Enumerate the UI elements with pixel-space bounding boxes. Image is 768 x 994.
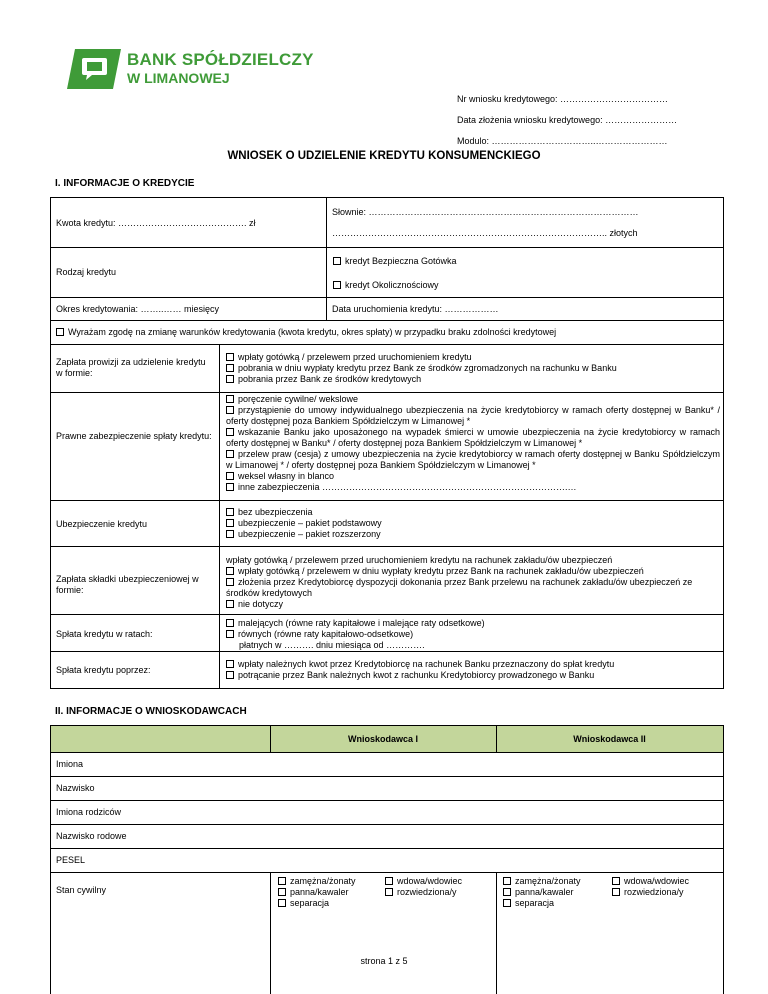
installment-option[interactable]: równych (równe raty kapitałowo-odsetkowe) — [226, 629, 720, 640]
checkbox[interactable] — [56, 328, 64, 336]
insurance-option[interactable]: ubezpieczenie – pakiet rozszerzony — [226, 529, 720, 540]
row-marital-status: Stan cywilny — [56, 885, 107, 895]
checkbox[interactable] — [226, 600, 234, 608]
checkbox[interactable] — [226, 508, 234, 516]
checkbox[interactable] — [333, 257, 341, 265]
row-parents-names: Imiona rodziców — [56, 807, 122, 817]
checkbox[interactable] — [226, 660, 234, 668]
security-option[interactable]: wskazanie Banku jako uposażonego na wypadek śmierci w umowie ubezpieczenia na życie kredytobiorcy w ramach oferty dostępnej w Banku* / oferty dostępnej poza Bankiem Spółdzielczym w Limanowej * — [226, 427, 720, 448]
consent-checkbox-row[interactable]: Wyrażam zgodę na zmianę warunków kredytowania (kwota kredytu, okres spłaty) w przypadku braku zdolności kredytowej — [56, 327, 556, 338]
repayment-option[interactable]: potrącanie przez Bank należnych kwot z rachunku Kredytobiorcy prowadzonego w Banku — [226, 670, 720, 681]
security-options — [226, 394, 720, 493]
checkbox[interactable] — [226, 375, 234, 383]
premium-option[interactable]: wpłaty gotówką / przelewem w dniu wypłaty kredytu przez Bank na rachunek zakładu/ów ubezpieczeń — [226, 566, 720, 577]
security-option[interactable]: poręczenie cywilne/ wekslowe — [226, 394, 720, 405]
credit-type-label: Rodzaj kredytu — [56, 267, 117, 277]
checkbox[interactable] — [385, 877, 393, 885]
marital-option[interactable]: zamężna/żonaty — [278, 876, 356, 887]
checkbox[interactable] — [226, 671, 234, 679]
credit-start-date-field[interactable]: Data uruchomienia kredytu: ……………… — [332, 304, 499, 314]
commission-option[interactable]: wpłaty gotówką / przelewem przed uruchomieniem kredytu — [226, 352, 720, 363]
repayment-label: Spłata kredytu poprzez: — [56, 665, 151, 675]
security-option[interactable]: przelew praw (cesja) z umowy ubezpieczenia na życie kredytobiorcy w ramach oferty dostępnej w Banku Spółdzielczym w Limanowej * / oferty dostępnej poza Bankiem Spółdzielczym w Limanowej * — [226, 449, 720, 470]
insurance-label: Ubezpieczenie kredytu — [56, 519, 148, 529]
premium-label: Zapłata składki ubezpieczeniowej w formie: — [56, 574, 199, 595]
row-maiden-name: Nazwisko rodowe — [56, 831, 127, 841]
row-pesel: PESEL — [56, 855, 86, 865]
insurance-option[interactable]: bez ubezpieczenia — [226, 507, 720, 518]
installments-label: Spłata kredytu w ratach: — [56, 629, 153, 639]
option-bezpieczna-gotowka[interactable]: kredyt Bezpieczna Gotówka — [333, 256, 457, 267]
logo-bank-name: BANK SPÓŁDZIELCZY — [127, 50, 314, 69]
commission-options — [226, 352, 720, 385]
row-surname: Nazwisko — [56, 783, 95, 793]
premium-option[interactable]: złożenia przez Kredytobiorcę dyspozycji dokonania przez Bank przelewu na rachunek zakładu/ów ubezpieczeń ze środków kredytowych — [226, 577, 693, 598]
column-applicant-1: Wnioskodawca I — [347, 734, 418, 744]
checkbox[interactable] — [226, 395, 234, 403]
checkbox[interactable] — [226, 450, 234, 458]
marital-option[interactable]: panna/kawaler — [278, 887, 356, 898]
checkbox[interactable] — [278, 877, 286, 885]
commission-option[interactable]: pobrania w dniu wypłaty kredytu przez Bank ze środków zgromadzonych na rachunku w Banku — [226, 363, 720, 374]
security-option[interactable]: weksel własny in blanco — [226, 471, 720, 482]
section-2-heading: II. INFORMACJE O WNIOSKODAWCACH — [55, 706, 247, 717]
checkbox[interactable] — [226, 472, 234, 480]
premium-option[interactable]: nie dotyczy — [226, 599, 720, 610]
checkbox[interactable] — [503, 888, 511, 896]
credit-period-field[interactable]: Okres kredytowania: ……..…… miesięcy — [56, 304, 220, 314]
application-number-field[interactable]: Nr wniosku kredytowego: ……………………………… — [457, 94, 669, 104]
section-1-heading: I. INFORMACJE O KREDYCIE — [55, 178, 195, 189]
marital-option[interactable]: separacja — [278, 898, 356, 909]
checkbox[interactable] — [226, 619, 234, 627]
applicant-1-marital-right — [385, 876, 462, 898]
checkbox[interactable] — [226, 364, 234, 372]
checkbox[interactable] — [503, 899, 511, 907]
amount-in-words-line-2[interactable]: ……………………………………………………………………………….. złotych — [332, 228, 638, 238]
repayment-option[interactable]: wpłaty należnych kwot przez Kredytobiorcę na rachunek Banku przeznaczony do spłat kredytu — [226, 659, 720, 670]
marital-option[interactable]: wdowa/wdowiec — [612, 876, 689, 887]
applicant-1-marital-left — [278, 876, 356, 909]
installments-day-field[interactable]: płatnych w ………. dniu miesiąca od …………. — [239, 640, 425, 650]
premium-options — [226, 555, 720, 610]
repayment-options — [226, 659, 720, 681]
marital-option[interactable]: panna/kawaler — [503, 887, 581, 898]
option-okolicznosciowy[interactable]: kredyt Okolicznościowy — [333, 280, 439, 291]
checkbox[interactable] — [333, 281, 341, 289]
insurance-option[interactable]: ubezpieczenie – pakiet podstawowy — [226, 518, 720, 529]
premium-intro: wpłaty gotówką / przelewem przed uruchomieniem kredytu na rachunek zakładu/ów ubezpieczeń — [226, 555, 613, 565]
installment-option[interactable]: malejących (równe raty kapitałowe i malejące raty odsetkowe) — [226, 618, 720, 629]
credit-amount-field[interactable]: Kwota kredytu: ……………………………………. zł — [56, 218, 256, 228]
marital-option[interactable]: zamężna/żonaty — [503, 876, 581, 887]
commission-label: Zapłata prowizji za udzielenie kredytu w formie: — [56, 357, 206, 378]
amount-in-words-line-1[interactable]: Słownie: ……………………………………………………………………………… — [332, 207, 639, 217]
checkbox[interactable] — [278, 888, 286, 896]
checkbox[interactable] — [278, 899, 286, 907]
checkbox[interactable] — [226, 353, 234, 361]
checkbox[interactable] — [226, 567, 234, 575]
security-option[interactable]: przystąpienie do umowy indywidualnego ubezpieczenia na życie kredytobiorcy w ramach oferty dostępnej w Banku* / oferty dostępnej poza Bankiem Spółdzielczym w Limanowej * — [226, 405, 720, 426]
modulo-field[interactable]: Modulo: ……………………………..…………………… — [457, 136, 668, 146]
insurance-options — [226, 507, 720, 540]
checkbox[interactable] — [226, 428, 234, 436]
page-title: WNIOSEK O UDZIELENIE KREDYTU KONSUMENCKIEGO — [227, 150, 541, 162]
commission-option[interactable]: pobrania przez Bank ze środków kredytowych — [226, 374, 720, 385]
checkbox[interactable] — [385, 888, 393, 896]
checkbox[interactable] — [612, 877, 620, 885]
marital-option[interactable]: separacja — [503, 898, 581, 909]
logo-bank-sub: W LIMANOWEJ — [127, 70, 230, 86]
submission-date-field[interactable]: Data złożenia wniosku kredytowego: …………………… — [457, 115, 678, 125]
checkbox[interactable] — [226, 630, 234, 638]
row-first-names: Imiona — [56, 759, 84, 769]
installments-options — [226, 618, 720, 651]
checkbox[interactable] — [226, 578, 234, 586]
marital-option[interactable]: wdowa/wdowiec — [385, 876, 462, 887]
checkbox[interactable] — [612, 888, 620, 896]
checkbox[interactable] — [226, 519, 234, 527]
column-applicant-2: Wnioskodawca II — [573, 734, 646, 744]
checkbox[interactable] — [226, 530, 234, 538]
checkbox[interactable] — [503, 877, 511, 885]
security-label: Prawne zabezpieczenie spłaty kredytu: — [56, 431, 212, 441]
applicant-2-marital-left — [503, 876, 581, 909]
security-option[interactable]: inne zabezpieczenia ……………………………………………………………………….… — [226, 482, 720, 493]
checkbox[interactable] — [226, 483, 234, 491]
marital-option[interactable]: rozwiedziona/y — [612, 887, 689, 898]
page-number: strona 1 z 5 — [360, 956, 408, 966]
applicant-2-marital-right — [612, 876, 689, 898]
bank-logo-icon — [67, 49, 121, 89]
marital-option[interactable]: rozwiedziona/y — [385, 887, 462, 898]
checkbox[interactable] — [226, 406, 234, 414]
